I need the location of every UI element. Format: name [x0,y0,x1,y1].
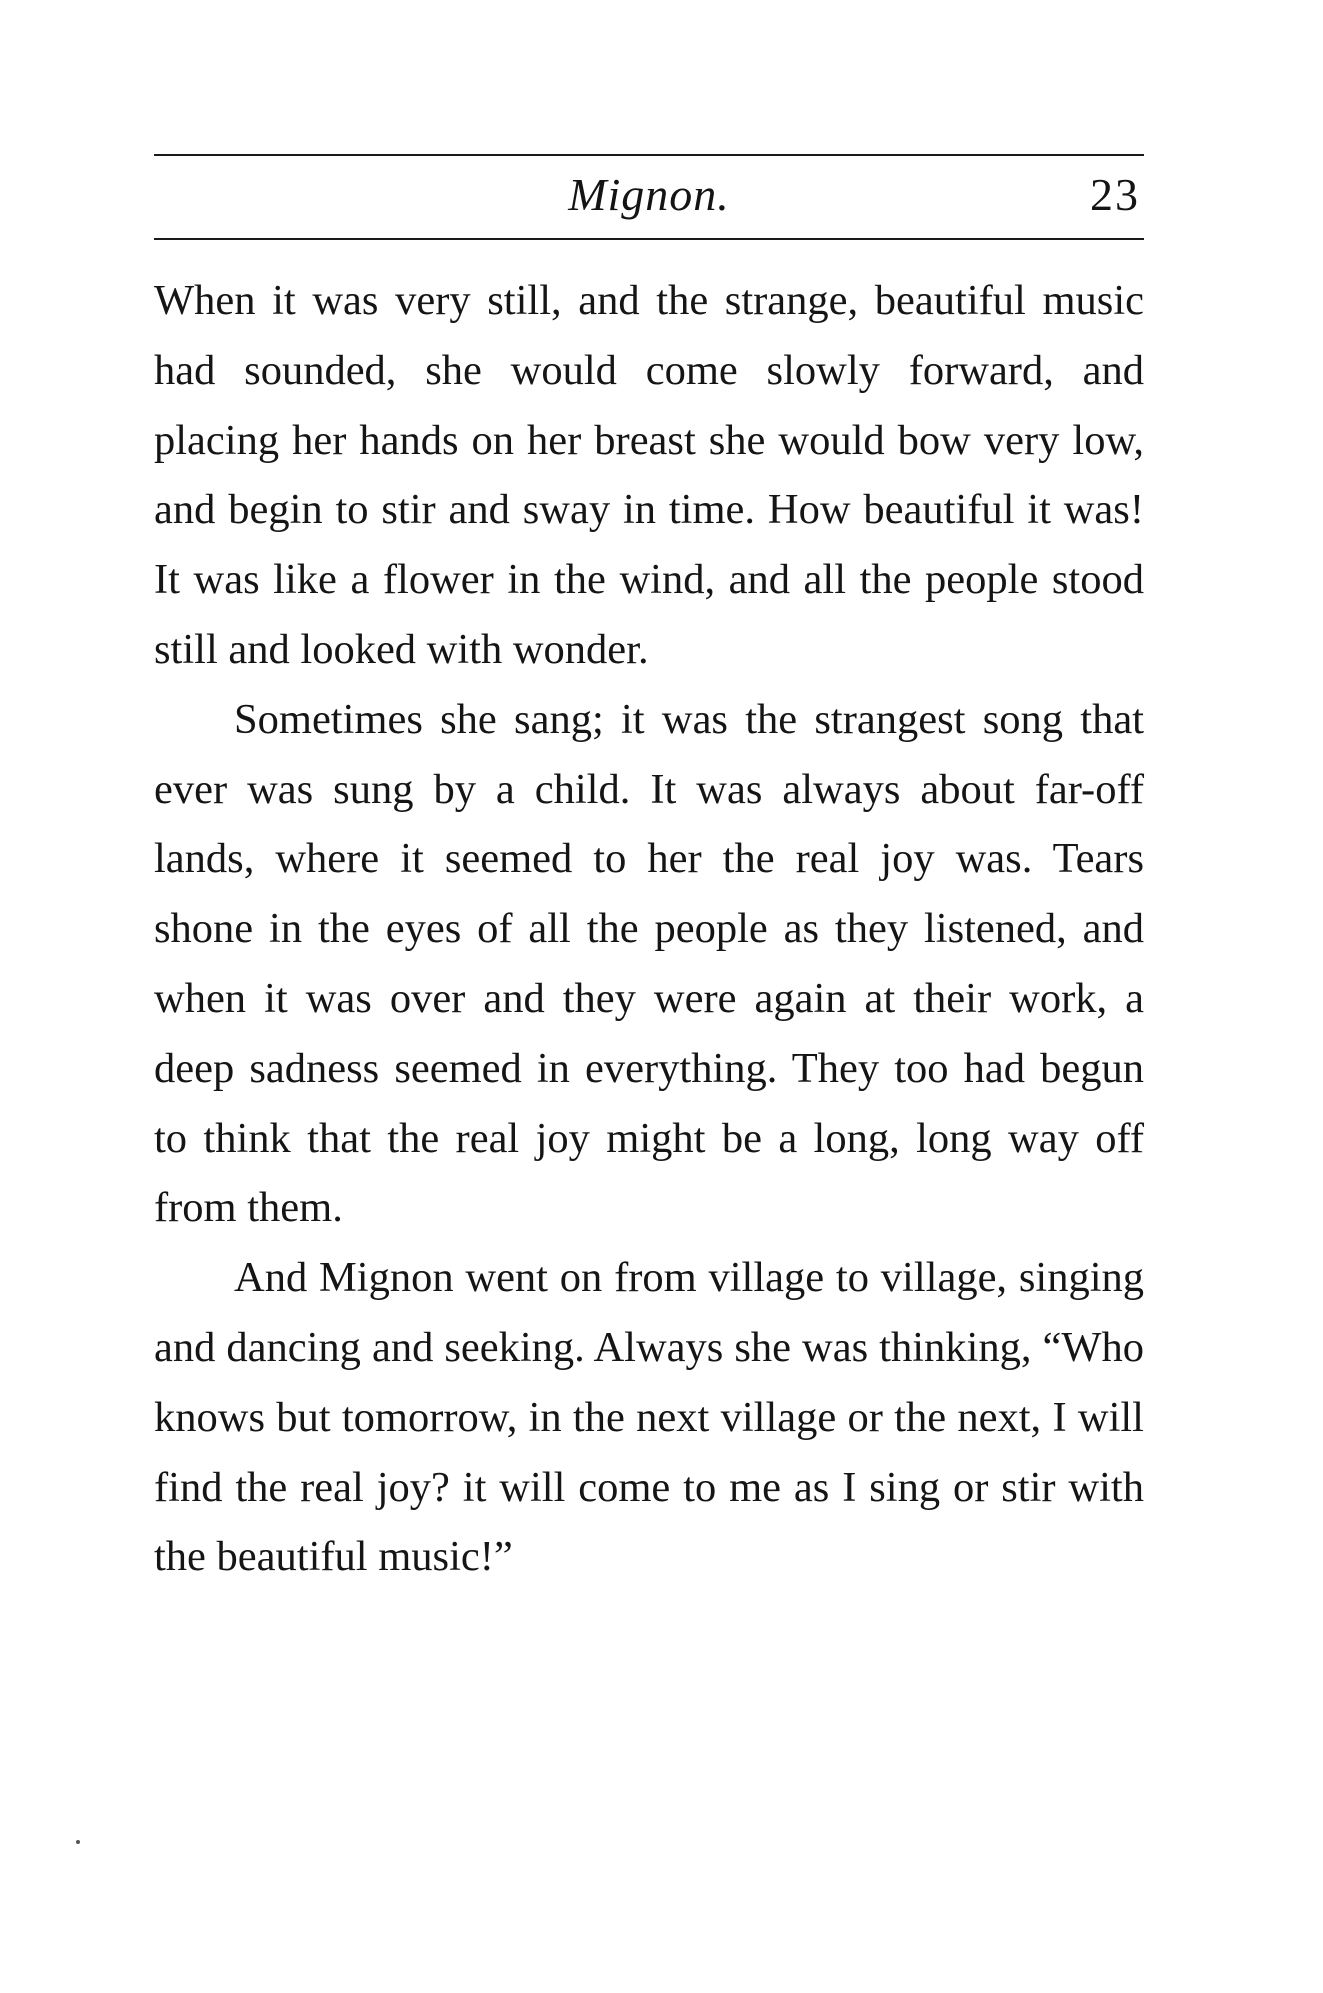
running-head [154,160,1144,236]
paper-speck [76,1840,80,1844]
paragraph-1: When it was very still, and the strange, beautiful music had sounded, she would come slowly forward, and placing her hands on her breast she would bow very low, and begin to stir and sway in time. How beautiful it was! It was like a flower in the wind, and all the people stood still and looked with wonder. [154,277,1144,673]
header-top-rule [154,154,1144,156]
page-number: 23 [1090,169,1140,220]
paragraph-3: And Mignon went on from village to village, singing and dancing and seeking. Always she was thinking, “Who knows but tomorrow, in the next village or the next, I will find the real joy? it will come to me as I sing or stir with the beautiful music!” [154,1254,1144,1581]
header-bottom-rule [154,238,1144,240]
body-text [154,266,1144,1592]
running-title: Mignon. [568,169,730,220]
paragraph-2: Sometimes she sang; it was the strangest song that ever was sung by a child. It was always about far-off lands, where it seemed to her the real joy was. Tears shone in the eyes of all the people as they listened, and when it was over and they were again at their work, a deep sadness seemed in everything. They too had begun to think that the real joy might be a long, long way off from them. [154,695,1144,1232]
